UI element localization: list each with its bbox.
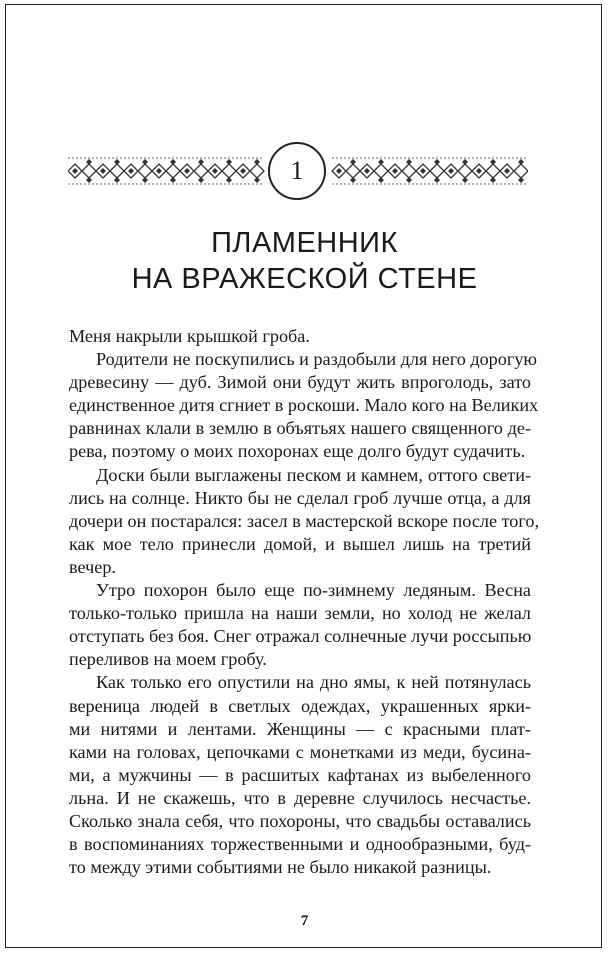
text-line: рева, поэтому о моих похоронах еще долго будут судачить. <box>69 441 526 462</box>
text-line: то между этими событиями не было никакой разницы. <box>69 857 492 878</box>
text-line: Утро похорон было еще по-зимнему ледяным. Весна <box>96 580 531 601</box>
text-line: вереница людей в светлых одеждах, украшенных ярки- <box>69 695 531 716</box>
text-line: Меня накрыли крышкой гроба. <box>69 326 310 346</box>
text-line: только-только пришла на наши земли, но холод не желал <box>69 603 531 624</box>
text-line: Сколько знала себя, что похороны, что свадьбы оставались <box>69 810 531 831</box>
text-line: в воспоминаниях торжественными и однообразными, буд- <box>69 834 531 855</box>
text-line: как мое тело принесли домой, и вышел лишь на третий <box>69 533 531 554</box>
text-line: вечер. <box>69 556 116 577</box>
text-line: отступать без боя. Снег отражал солнечные лучи россыпью <box>69 626 532 647</box>
text-line: ками на головах, цепочками с монетками из меди, бусина- <box>69 741 531 762</box>
text-line: Как только его опустили на дно ямы, к ней потянулась <box>96 672 531 693</box>
text-line: ми нитями и лентами. Женщины — с красными плат- <box>69 718 531 739</box>
chapter-body <box>69 325 540 879</box>
chapter-title-line: ПЛАМЕННИК <box>211 227 398 259</box>
book-page <box>5 4 602 948</box>
text-line: ми, а мужчины — в расшитых кафтанах из выбеленного <box>69 764 531 785</box>
text-line: дочери он постарался: засел в мастерской вскоре после того, <box>69 510 540 531</box>
chapter-title <box>6 225 603 297</box>
text-line: льна. И не скажешь, что в деревне случилось несчастье. <box>69 787 531 808</box>
chapter-number: 1 <box>290 156 304 185</box>
text-line: Родители не поскупились и раздобыли для него дорогую <box>96 349 538 370</box>
text-line: Доски были выглажены песком и камнем, оттого свети- <box>96 464 531 485</box>
chapter-number-badge <box>268 142 326 200</box>
text-line: равнинах клали в землю в объятьях нашего священного де- <box>69 418 531 439</box>
text-line: переливов на моем гробу. <box>69 649 267 670</box>
text-line: лись на солнце. Никто бы не сделал гроб лучше отца, а для <box>69 487 531 508</box>
chapter-title-line: НА ВРАЖЕСКОЙ СТЕНЕ <box>131 263 478 295</box>
text-line: единственное дитя сгниет в роскоши. Мало кого на Великих <box>69 395 539 416</box>
text-line: древесину — дуб. Зимой они будут жить впроголодь, зато <box>69 372 531 393</box>
page-number: 7 <box>300 913 309 929</box>
